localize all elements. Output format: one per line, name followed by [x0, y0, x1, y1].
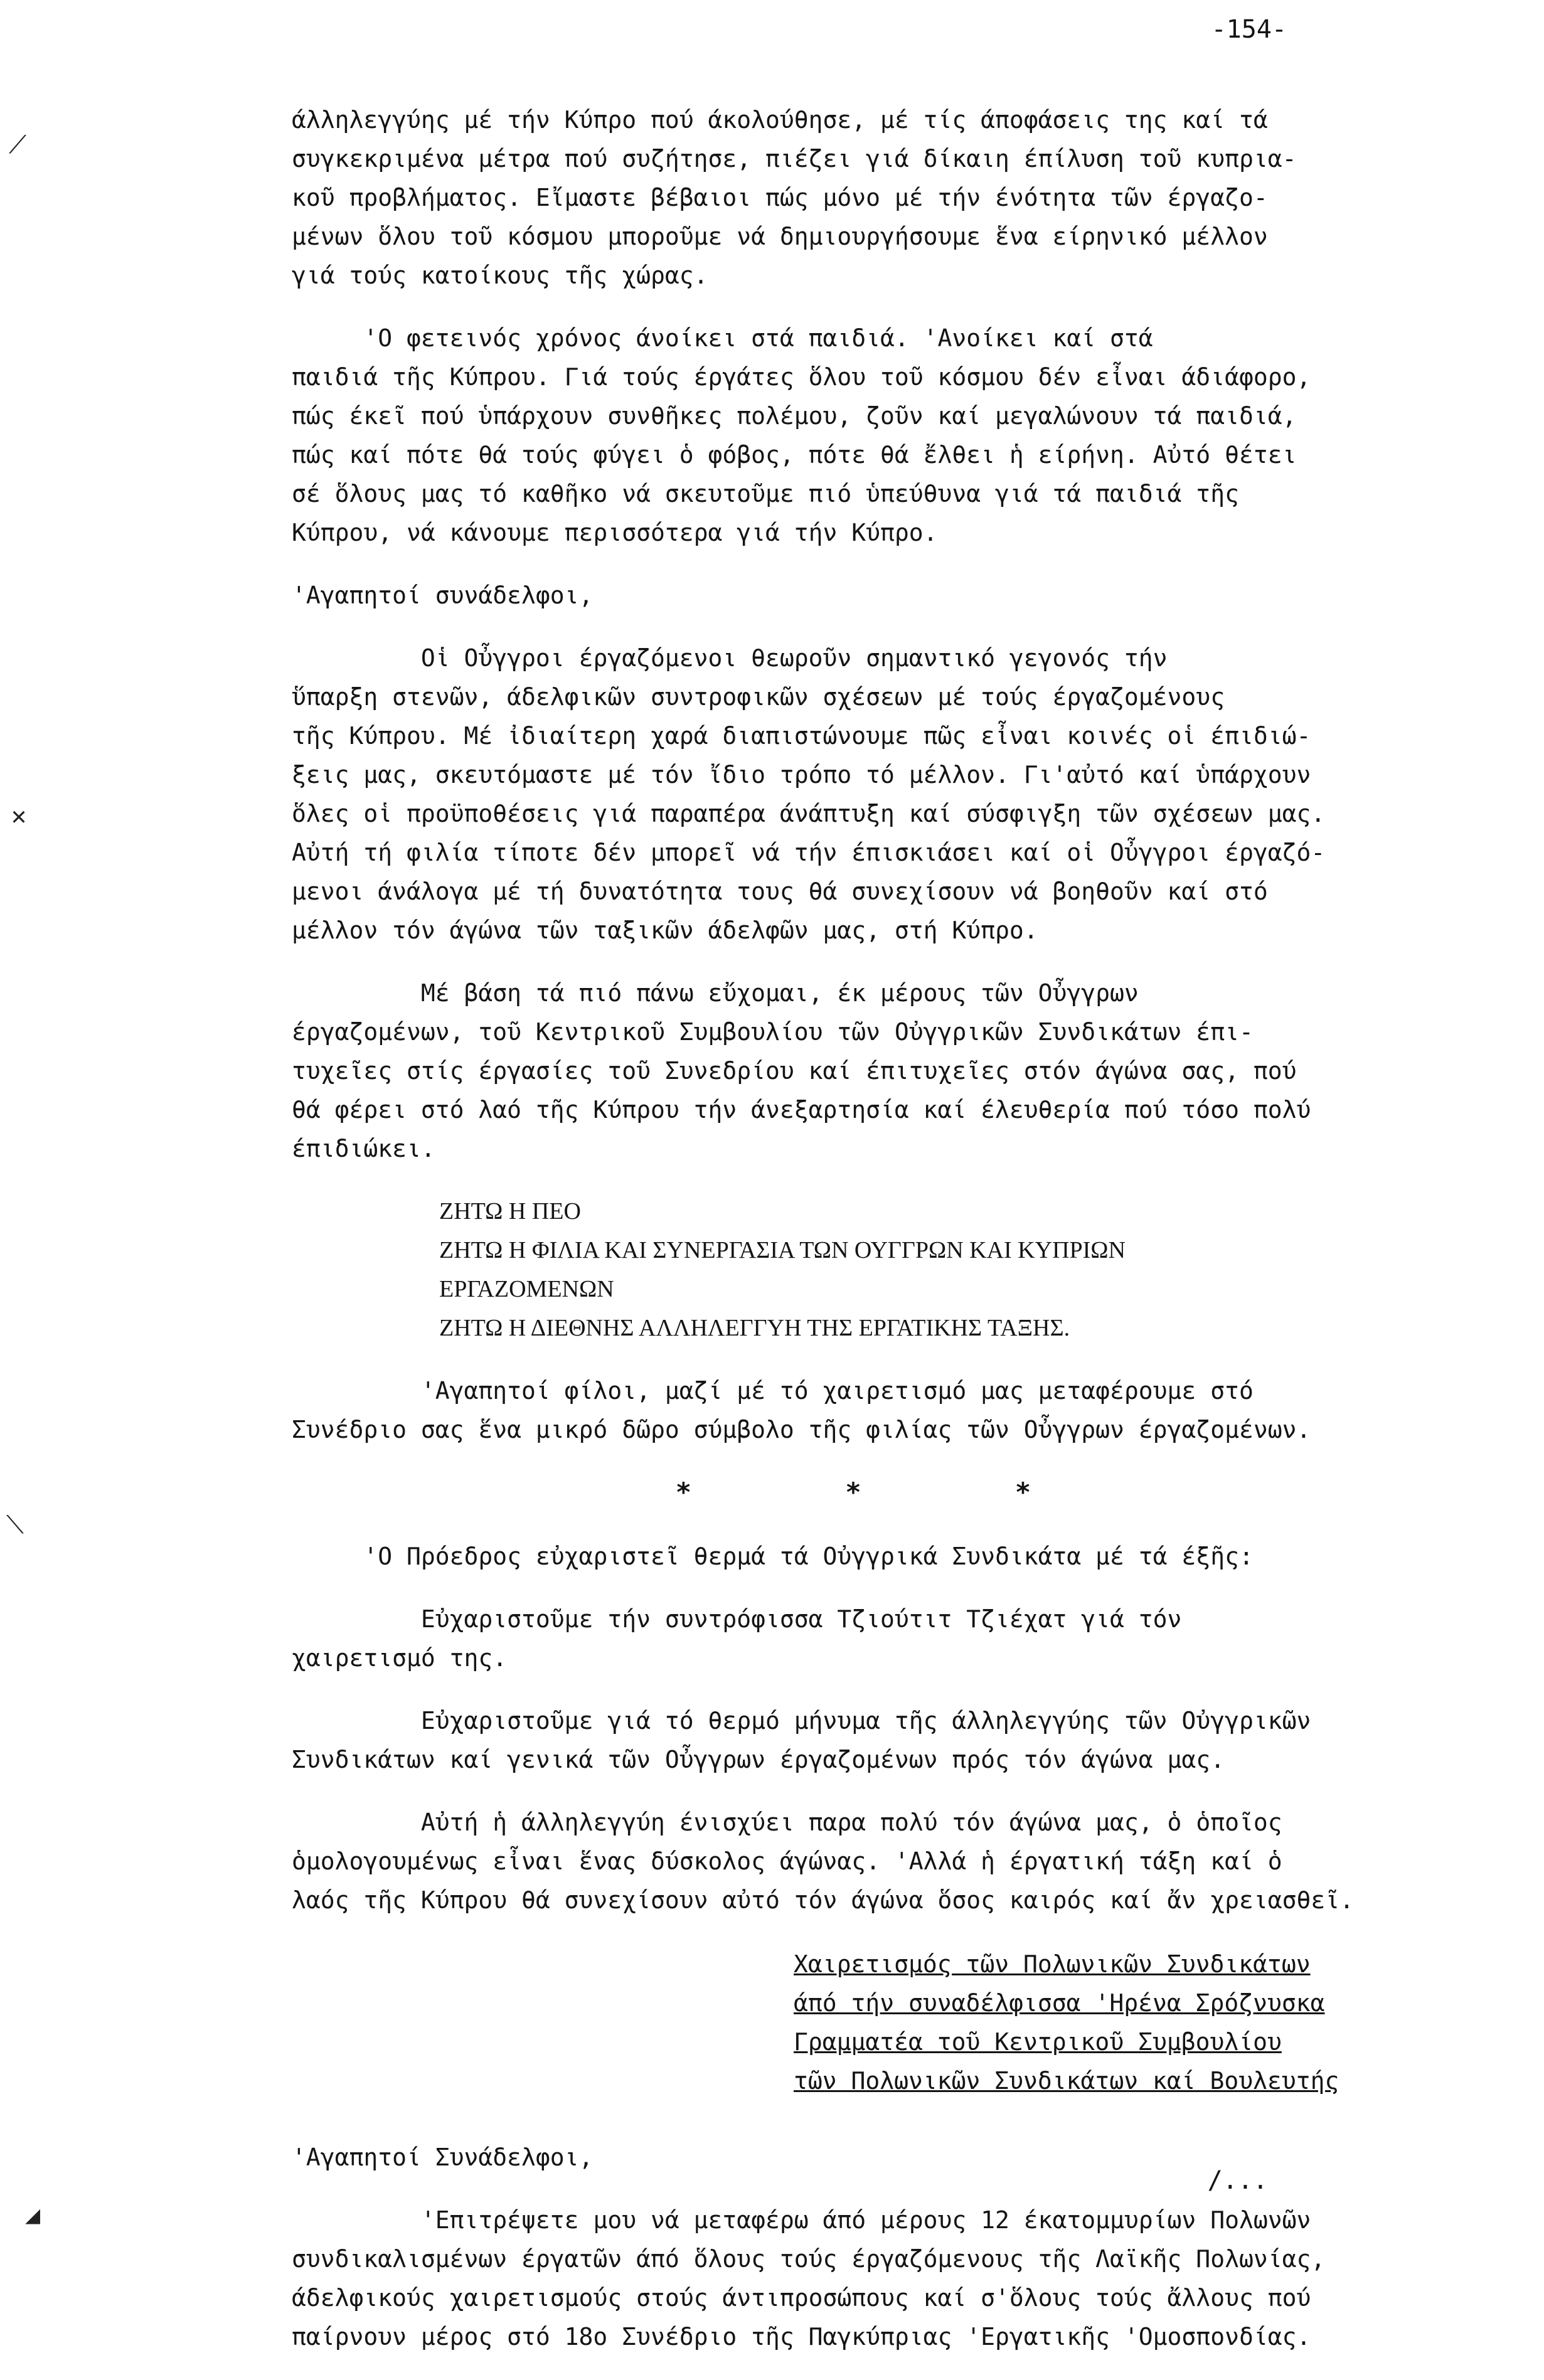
slogan: ΖΗΤΩ Η ΠΕΟ [439, 1198, 581, 1225]
paragraph: Εὐχαριστοῦμε γιά τό θερμό μήνυμα τῆς άλληλεγγύης τῶν Οὐγγρικῶν Συνδικάτων καί γενικά τῶν Οὖγγρων έργαζομένων πρός τόν άγώνα μας. [292, 1707, 1311, 1773]
slogans [439, 1192, 1484, 1347]
slogan: ΖΗΤΩ Η ΦΙΛΙΑ ΚΑΙ ΣΥΝΕΡΓΑΣΙΑ ΤΩΝ ΟΥΓΓΡΩΝ ΚΑΙ ΚΥΠΡΙΩΝ ΕΡΓΑΖΟΜΕΝΩΝ [439, 1237, 1126, 1302]
scan-mark: ⟍ [6, 1511, 24, 1539]
paragraph: Μέ βάση τά πιό πάνω εὔχομαι, έκ μέρους τῶν Οὖγγρων έργαζομένων, τοῦ Κεντρικοῦ Συμβουλίου τῶν Οὐγγρικῶν Συνδικάτων έπι- τυχεῖες στίς έργασίες τοῦ Συνεδρίου καί έπιτυχεῖες στόν άγώνα σας, πού θά φέρει στό λαό τῆς Κύπρου τήν άνεξαρτησία καί έλευθερία πού τόσο πολύ έπιδιώκει. [292, 979, 1311, 1162]
heading-line: Γραμματέα τοῦ Κεντρικοῦ Συμβουλίου [794, 2028, 1282, 2056]
paragraph: 'Αγαπητοί φίλοι, μαζί μέ τό χαιρετισμό μας μεταφέρουμε στό Συνέδριο σας ἕνα μικρό δῶρο σύμβολο τῆς φιλίας τῶν Οὖγγρων έργαζομένων. [292, 1377, 1311, 1443]
heading-line: Χαιρετισμός τῶν Πολωνικῶν Συνδικάτων [794, 1950, 1311, 1978]
scan-mark: ✕ [11, 802, 27, 831]
scan-mark: ◢ [25, 2201, 41, 2229]
section-heading [794, 1945, 1421, 2100]
body-text [292, 100, 1484, 2380]
paragraph: Εὐχαριστοῦμε τήν συντρόφισσα Τζιούτιτ Τζιέχατ γιά τόν χαιρετισμό της. [292, 1605, 1182, 1672]
paragraph: Οἱ Οὖγγροι έργαζόμενοι θεωροῦν σημαντικό γεγονός τήν ὕπαρξη στενῶν, άδελφικῶν συντροφικῶν σχέσεων μέ τούς έργαζομένους τῆς Κύπρου. Μέ ἰδιαίτερη χαρά διαπιστώνουμε πῶς εἶναι κοινές οἱ έπιδιώ- ξεις μας, σκευτόμαστε μέ τόν ἴδιο τρόπο τό μέλλον. Γι'αὐτό καί ὑπάρχουν ὅλες οἱ προϋποθέσεις γιά παραπέρα άνάπτυξη καί σύσφιγξη τῶν σχέσεων μας. Αὐτή τή φιλία τίποτε δέν μπορεῖ νά τήν έπισκιάσει καί οἱ Οὖγγροι έργαζό- μενοι άνάλογα μέ τή δυνατότητα τους θά συνεχίσουν νά βοηθοῦν καί στό μέλλον τόν άγώνα τῶν ταξικῶν άδελφῶν μας, στή Κύπρο. [292, 644, 1326, 944]
paragraph: 'Ο φετεινός χρόνος άνοίκει στά παιδιά. 'Ανοίκει καί στά παιδιά τῆς Κύπρου. Γιά τούς έργάτες ὅλου τοῦ κόσμου δέν εἶναι άδιάφορο, πώς έκεῖ πού ὑπάρχουν συνθῆκες πολέμου, ζοῦν καί μεγαλώνουν τά παιδιά, πώς καί πότε θά τούς φύγει ὁ φόβος, πότε θά ἔλθει ἡ είρήνη. Αὐτό θέτει σέ ὅλους μας τό καθῆκο νά σκευτοῦμε πιό ὑπεύθυνα γιά τά παιδιά τῆς Κύπρου, νά κάνουμε περισσότερα γιά τήν Κύπρο. [292, 324, 1311, 546]
continuation-mark: /... [1207, 2166, 1268, 2195]
slogan: ΖΗΤΩ Η ΔΙΕΘΝΗΣ ΑΛΛΗΛΕΓΓΥΗ ΤΗΣ ΕΡΓΑΤΙΚΗΣ ΤΑΞΗΣ. [439, 1315, 1070, 1341]
section-separator: * * * [675, 1477, 1100, 1507]
page-number: -154- [1211, 15, 1287, 44]
heading-line: τῶν Πολωνικῶν Συνδικάτων καί Βουλευτής [794, 2067, 1339, 2095]
salutation: 'Αγαπητοί συνάδελφοι, [292, 582, 594, 609]
paragraph: άλληλεγγύης μέ τήν Κύπρο πού άκολούθησε, μέ τίς άποφάσεις της καί τά συγκεκριμένα μέτρα πού συζήτησε, πιέζει γιά δίκαιη έπίλυση τοῦ κυπρια- κοῦ προβλήματος. Εἴμαστε βέβαιοι πώς μόνο μέ τήν ένότητα τῶν έργαζο- μένων ὅλου τοῦ κόσμου μποροῦμε νά δημιουργήσουμε ἕνα είρηνικό μέλλον γιά τούς κατοίκους τῆς χώρας. [292, 106, 1297, 289]
paragraph: 'Επιτρέψετε μου νά μεταφέρω άπό μέρους 12 έκατομμυρίων Πολωνῶν συνδικαλισμένων έργατῶν άπό ὅλους τούς έργαζόμενους τῆς Λαϊκῆς Πολωνίας, άδελφικούς χαιρετισμούς στούς άντιπροσώπους καί σ'ὅλους τούς ἄλλους πού παίρνουν μέρος στό 18ο Συνέδριο τῆς Παγκύπριας 'Εργατικῆς 'Ομοσπονδίας. [292, 2206, 1326, 2351]
paragraph: 'Ο Πρόεδρος εὐχαριστεῖ θερμά τά Οὐγγρικά Συνδικάτα μέ τά έξῆς: [292, 1543, 1254, 1570]
heading-line: άπό τήν συναδέλφισσα 'Ηρένα Σρόζνυσκα [794, 1989, 1325, 2017]
salutation: 'Αγαπητοί Συνάδελφοι, [292, 2144, 594, 2171]
paragraph: Αὐτή ἡ άλληλεγγύη ένισχύει παρα πολύ τόν άγώνα μας, ὁ ὁποῖος ὁμολογουμένως εἶναι ἕνας δύσκολος άγώνας. 'Αλλά ἡ έργατική τάξη καί ὁ λαός τῆς Κύπρου θά συνεχίσουν αὐτό τόν άγώνα ὅσος καιρός καί ἄν χρειασθεῖ. [292, 1809, 1354, 1914]
scan-mark: ⟋ [9, 130, 26, 159]
